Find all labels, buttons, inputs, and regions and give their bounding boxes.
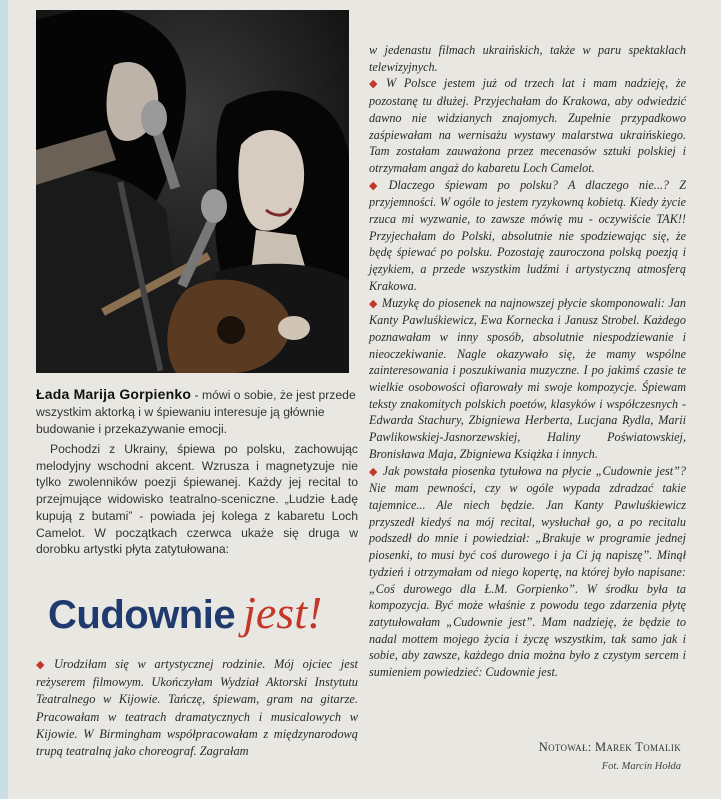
- diamond-bullet-icon: ◆: [369, 465, 379, 478]
- left-body-text: Urodziłam się w artystycznej rodzinie. Mój ojciec jest reżyserem filmowym. Ukończyłam Wydział Aktorski Instytutu Teatralnego w Kijowie. Tańczę, śpiewam, gram na gitarze. Pracowałam w teatrach dramatycznych i musicalowych w Kijowie. W Birmingham współpracowałam z międzynarodową trupą teatralną jako choreograf. Zagrałam: [36, 657, 358, 759]
- right-p3: Muzykę do piosenek na najnowszej płycie skomponowali: Jan Kanty Pawluśkiewicz, Ewa Kornecka i Janusz Strobel. Każdego poznawałam w inny sposób, absolutnie niespodziewanie i nieoczekiwanie. Nagle okazywało się, że mamy wspólne zainteresowania i poszukiwania muzyczne. I po jakimś czasie te wielkie osobowości ofiarowały mi swoje kompozycje. Śpiewam teksty znakomitych polskich poetów, klasyków i współczesnych - Edwarda Stachury, Zbigniewa Herberta, Lucjana Rydla, Marii Pawlikowskiej-Jasnorzewskiej, Haliny Poświatowskiej, Bronisława Maja, Zbigniewa Książka i innych.: [369, 295, 686, 461]
- right-p2: Dlaczego śpiewam po polsku? A dlaczego nie...? Z przyjemności. W ogóle to jestem ryzykowną kobietą. Kiedy życie rzuca mi wyzwanie, to zawsze mówię mu - oczywiście TAK!! Przyjechałam do Polski, absolutnie nie spodziewając się, że będę śpiewać po polsku. Pozostaję zauroczona polską poezją i językiem, a przede wszystkim ludźmi i artystyczną atmosferą Krakowa.: [369, 177, 686, 293]
- album-title-word2: jest!: [243, 587, 323, 638]
- artist-photo: [36, 10, 349, 373]
- diamond-bullet-icon: ◆: [369, 179, 385, 192]
- artist-intro: [36, 386, 358, 437]
- right-p1: W Polsce jestem już od trzech lat i mam nadzieję, że pozostanę tu dłużej. Przyjechałam do Krakowa, aby odwiedzić dawno nie widzianych znajomych. Zupełnie przypadkowo zaśpiewałam na wernisażu wystawy malarstwa ukraińskiego. Tam zostałam zauważona przez mecenasów sztuki polskiej i otrzymałam angaż do kabaretu Loch Camelot.: [369, 76, 686, 175]
- photo-illustration: [36, 10, 349, 373]
- interview-right-column: [369, 42, 686, 681]
- diamond-bullet-icon: ◆: [369, 297, 378, 310]
- intro-p2: Pochodzi z Ukrainy, śpiewa po polsku, zachowując melodyjny wschodni akcent. Wzrusza i magnetyzuje nie tylko zwolenników poezji śpiewanej. Każdy jej recital to przejmujące widowisko teatralno-sceniczne. „Ludzie Ładę kupują z butami” - powiada jej kolega z kabaretu Loch Camelot. W początkach czerwca ukaże się druga w dorobku artystki płyta zatytułowana:: [36, 442, 358, 557]
- diamond-bullet-icon: ◆: [36, 659, 50, 671]
- intro-paragraph: [36, 441, 358, 558]
- right-p4: Jak powstała piosenka tytułowa na płycie „Cudownie jest”? Nie mam pewności, czy w ogóle wypada zdradzać takie tajemnice... Ale niech będzie. Jan Kanty Pawluśkiewicz przyszedł kiedyś na mój recital, wysłuchał go, a po recitalu podszedł do mnie i powiedział: „Brakuje w programie jednej piosenki, to musi być coś durowego i ja Ci ją napiszę”. Minął tydzień i otrzymałam od niego kopertę, na której było napisane: „Coś durowego dla Ł.M. Gorpienko”. W środku była ta kompozycja. Być może właśnie z powodu tego zdarzenia płytę zatytułowałam „Cudownie jest”. Mam nadzieję, że będzie to nadal mottem mojego życia i życzę wszystkim, tak samo jak i sobie, aby zawsze, każdego dnia można było z czystym sercem i sumieniem powiedzieć: Cudownie jest.: [369, 463, 686, 680]
- right-paragraph: [369, 463, 686, 681]
- album-title: [48, 588, 368, 648]
- right-paragraph: [369, 177, 686, 295]
- album-title-word1: Cudownie: [48, 593, 236, 637]
- artist-intro-text: - mówi o sobie, że jest przede wszystkim aktorką i w śpiewaniu interesuje ją głównie budowanie i przekazywanie emocji.: [36, 388, 356, 436]
- artist-name: Łada Marija Gorpienko: [36, 386, 192, 402]
- right-paragraph: [369, 75, 686, 176]
- page-edge-bar: [0, 0, 8, 799]
- photo-credit: Fot. Marcin Hołda: [601, 761, 681, 772]
- right-p0: w jedenastu filmach ukraińskich, także w paru spektaklach telewizyjnych.: [369, 43, 686, 74]
- right-paragraph: [369, 295, 686, 463]
- interview-left-column: [36, 656, 358, 760]
- author-credit: Notował: Marek Tomalik: [538, 740, 681, 754]
- diamond-bullet-icon: ◆: [369, 78, 383, 91]
